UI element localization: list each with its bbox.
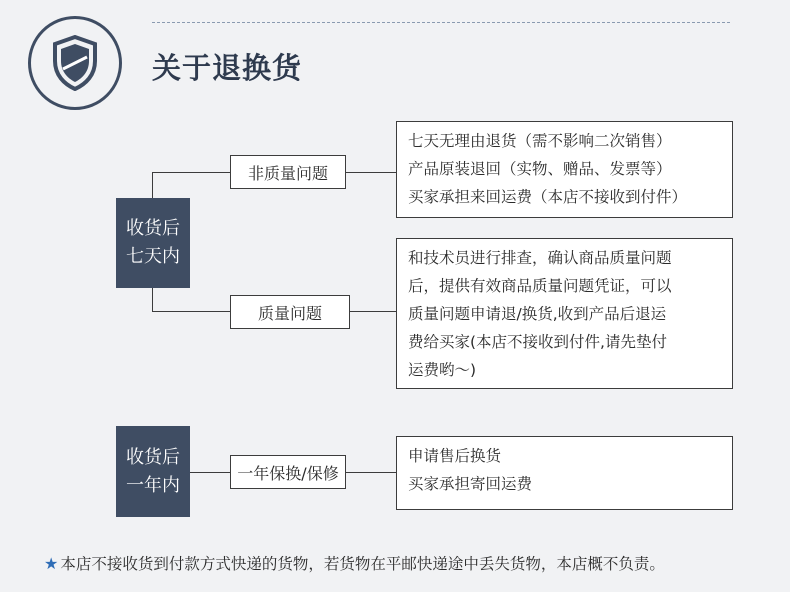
one-year-label-line: 一年内 (126, 474, 180, 496)
seven-days-box (116, 198, 190, 288)
connector-line (152, 172, 153, 200)
detail-line: 后，提供有效商品质量问题凭证，可以 (408, 277, 672, 295)
footnote-text: 本店不接收货到付款方式快递的货物，若货物在平邮快递途中丢失货物，本店概不负责。 (60, 555, 665, 573)
detail-line: 质量问题申请退/换货,收到产品后退运 (408, 305, 667, 323)
branch-label-text: 一年保换/保修 (237, 463, 339, 483)
detail-line: 产品原装退回（实物、赠品、发票等） (408, 160, 672, 178)
shield-icon (52, 35, 98, 91)
connector-line (346, 172, 396, 173)
star-icon: ★ (44, 554, 59, 573)
branch-label-text: 非质量问题 (247, 163, 328, 183)
connector-line (350, 311, 396, 312)
footnote (44, 552, 665, 576)
connector-line (152, 311, 230, 312)
one-year-box (116, 426, 190, 517)
detail-line: 费给买家(本店不接收到付件,请先垫付 (408, 333, 667, 351)
one-year-label-line: 收货后 (126, 446, 180, 468)
detail-line: 七天无理由退货（需不影响二次销售） (408, 132, 672, 150)
detail-line: 买家承担来回运费（本店不接收到付件） (408, 188, 688, 206)
seven-days-label-line: 收货后 (126, 218, 180, 239)
connector-line (152, 288, 153, 311)
detail-line: 买家承担寄回运费 (408, 475, 533, 493)
warranty-details (396, 436, 733, 510)
shield-badge (28, 16, 122, 110)
non-quality-issue-label (230, 155, 346, 189)
detail-line: 运费哟～) (408, 361, 477, 379)
detail-line: 申请售后换货 (408, 447, 502, 465)
page-title: 关于退换货 (152, 51, 303, 85)
detail-line: 和技术员进行排查，确认商品质量问题 (408, 249, 672, 267)
branch-label-text: 质量问题 (257, 303, 322, 323)
connector-line (346, 472, 396, 473)
header-dashed-divider (152, 22, 730, 23)
seven-days-label-line: 七天内 (126, 246, 180, 267)
quality-issue-details (396, 238, 733, 389)
connector-line (190, 472, 230, 473)
warranty-label (230, 455, 346, 489)
connector-line (152, 172, 230, 173)
quality-issue-label (230, 295, 350, 329)
non-quality-issue-details (396, 121, 733, 218)
